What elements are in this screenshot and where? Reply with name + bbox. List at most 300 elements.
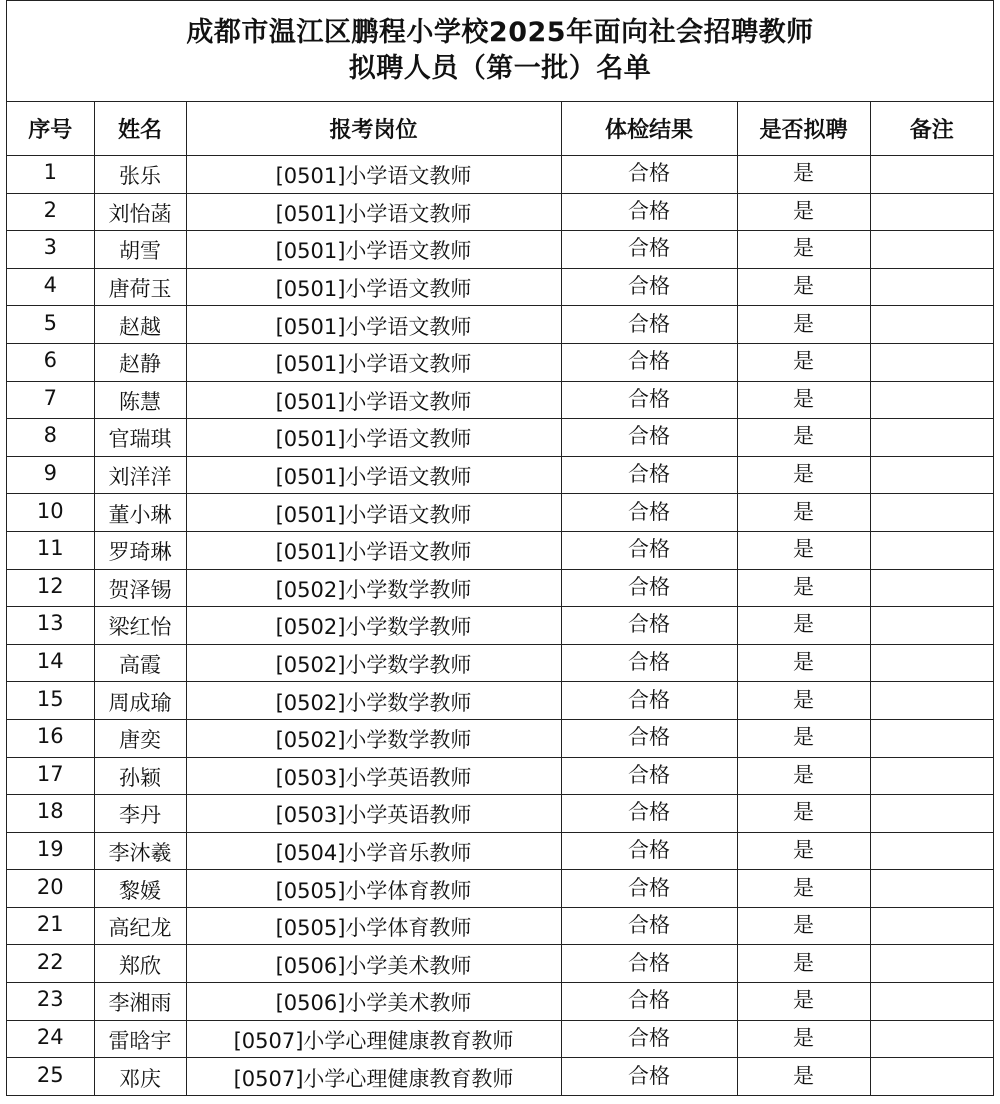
row-exam-result: 合格: [628, 161, 670, 186]
table-row: [7, 795, 993, 833]
row-position: [0505]小学体育教师: [275, 878, 472, 903]
row-name-cell: [94, 268, 186, 306]
row-exam-result: 合格: [628, 198, 670, 223]
row-number: 7: [43, 385, 57, 410]
row-position-cell: [186, 343, 561, 381]
row-number: 4: [43, 273, 57, 298]
row-position: [0507]小学心理健康教育教师: [233, 1028, 514, 1053]
row-hire-status-cell: [737, 907, 870, 945]
row-number-cell: [7, 870, 94, 908]
row-hire-status: 是: [793, 913, 814, 938]
row-hire-status: 是: [793, 499, 814, 524]
row-position: [0501]小学语文教师: [275, 465, 472, 490]
table-row: [7, 1020, 993, 1058]
row-note-cell: [870, 456, 993, 494]
row-position-cell: [186, 231, 561, 269]
header-position: 报考岗位: [186, 102, 561, 156]
table-row: [7, 607, 993, 645]
row-hire-status-cell: [737, 870, 870, 908]
row-name-cell: [94, 719, 186, 757]
header-exam-result: 体检结果: [561, 102, 737, 156]
row-name: 李丹: [119, 803, 161, 828]
header-note: 备注: [870, 102, 993, 156]
row-exam-result: 合格: [628, 988, 670, 1013]
row-exam-result: 合格: [628, 650, 670, 675]
row-position-cell: [186, 381, 561, 419]
row-exam-result: 合格: [628, 386, 670, 411]
row-name: 官瑞琪: [108, 427, 172, 452]
row-hire-status: 是: [793, 462, 814, 487]
row-position-cell: [186, 795, 561, 833]
table-row: [7, 381, 993, 419]
row-hire-status: 是: [793, 574, 814, 599]
table-row: [7, 231, 993, 269]
row-hire-status-cell: [737, 569, 870, 607]
hire-list-table: [7, 102, 993, 1096]
row-hire-status-cell: [737, 494, 870, 532]
row-name: 刘洋洋: [108, 465, 172, 490]
row-name: 刘怡菡: [108, 201, 172, 226]
row-position: [0501]小学语文教师: [275, 540, 472, 565]
row-number: 24: [36, 1024, 64, 1049]
row-exam-result: 合格: [628, 875, 670, 900]
row-exam-result-cell: [561, 907, 737, 945]
row-number-cell: [7, 945, 94, 983]
row-exam-result-cell: [561, 644, 737, 682]
row-name-cell: [94, 1058, 186, 1096]
title-line-2: 拟聘人员（第一批）名单: [348, 53, 652, 84]
row-exam-result: 合格: [628, 800, 670, 825]
row-name-cell: [94, 607, 186, 645]
row-hire-status-cell: [737, 231, 870, 269]
row-exam-result-cell: [561, 832, 737, 870]
row-note-cell: [870, 795, 993, 833]
row-note-cell: [870, 907, 993, 945]
row-exam-result: 合格: [628, 950, 670, 975]
row-exam-result: 合格: [628, 236, 670, 261]
row-position: [0506]小学美术教师: [275, 991, 472, 1016]
row-hire-status: 是: [793, 875, 814, 900]
row-number: 14: [36, 649, 64, 674]
row-number-cell: [7, 644, 94, 682]
row-number: 19: [36, 836, 64, 861]
row-name-cell: [94, 531, 186, 569]
table-row: [7, 343, 993, 381]
row-position: [0501]小学语文教师: [275, 389, 472, 414]
row-hire-status: 是: [793, 386, 814, 411]
row-exam-result-cell: [561, 494, 737, 532]
row-position-cell: [186, 644, 561, 682]
row-number: 22: [36, 949, 64, 974]
row-position-cell: [186, 268, 561, 306]
row-exam-result-cell: [561, 343, 737, 381]
row-exam-result-cell: [561, 268, 737, 306]
table-row: [7, 306, 993, 344]
row-name: 胡雪: [119, 239, 161, 264]
row-number: 23: [36, 987, 64, 1012]
row-position: [0502]小学数学教师: [275, 690, 472, 715]
row-name-cell: [94, 419, 186, 457]
row-number: 20: [36, 874, 64, 899]
row-note-cell: [870, 268, 993, 306]
row-note-cell: [870, 1020, 993, 1058]
row-number: 9: [43, 461, 57, 486]
row-position-cell: [186, 607, 561, 645]
header-hire-status: 是否拟聘: [737, 102, 870, 156]
row-exam-result: 合格: [628, 537, 670, 562]
row-number-cell: [7, 494, 94, 532]
row-exam-result-cell: [561, 193, 737, 231]
row-note-cell: [870, 1058, 993, 1096]
row-hire-status: 是: [793, 349, 814, 374]
row-exam-result: 合格: [628, 725, 670, 750]
row-exam-result-cell: [561, 1058, 737, 1096]
row-name: 唐奕: [119, 728, 161, 753]
row-position-cell: [186, 193, 561, 231]
row-exam-result-cell: [561, 306, 737, 344]
row-exam-result-cell: [561, 531, 737, 569]
row-position-cell: [186, 494, 561, 532]
row-exam-result-cell: [561, 456, 737, 494]
row-name-cell: [94, 381, 186, 419]
row-number: 17: [36, 761, 64, 786]
row-hire-status: 是: [793, 198, 814, 223]
row-exam-result-cell: [561, 381, 737, 419]
row-hire-status: 是: [793, 236, 814, 261]
row-exam-result-cell: [561, 870, 737, 908]
table-row: [7, 719, 993, 757]
row-hire-status-cell: [737, 306, 870, 344]
row-hire-status-cell: [737, 682, 870, 720]
row-number-cell: [7, 419, 94, 457]
table-row: [7, 644, 993, 682]
row-hire-status: 是: [793, 988, 814, 1013]
row-exam-result-cell: [561, 1020, 737, 1058]
row-name-cell: [94, 682, 186, 720]
row-exam-result: 合格: [628, 499, 670, 524]
row-name: 孙颖: [119, 765, 161, 790]
row-position-cell: [186, 983, 561, 1021]
row-name-cell: [94, 494, 186, 532]
row-name-cell: [94, 907, 186, 945]
row-number-cell: [7, 832, 94, 870]
row-note-cell: [870, 231, 993, 269]
row-hire-status: 是: [793, 650, 814, 675]
row-name: 周成瑜: [108, 690, 172, 715]
row-name-cell: [94, 456, 186, 494]
row-name: 李沐羲: [108, 840, 172, 865]
row-number: 13: [36, 611, 64, 636]
row-hire-status: 是: [793, 424, 814, 449]
table-row: [7, 682, 993, 720]
row-note-cell: [870, 757, 993, 795]
row-number-cell: [7, 193, 94, 231]
row-number: 3: [43, 235, 57, 260]
row-hire-status-cell: [737, 607, 870, 645]
row-number: 1: [43, 160, 57, 185]
table-header-row: [7, 102, 993, 156]
row-position-cell: [186, 907, 561, 945]
row-name: 赵静: [119, 352, 161, 377]
row-exam-result: 合格: [628, 349, 670, 374]
row-number-cell: [7, 569, 94, 607]
table-row: [7, 419, 993, 457]
row-hire-status: 是: [793, 537, 814, 562]
row-exam-result-cell: [561, 569, 737, 607]
row-name: 罗琦琳: [108, 540, 172, 565]
row-hire-status-cell: [737, 757, 870, 795]
row-position-cell: [186, 1058, 561, 1096]
row-hire-status-cell: [737, 832, 870, 870]
row-number: 8: [43, 423, 57, 448]
table-row: [7, 907, 993, 945]
row-position: [0502]小学数学教师: [275, 653, 472, 678]
row-hire-status: 是: [793, 687, 814, 712]
row-name: 邓庆: [119, 1066, 161, 1091]
table-row: [7, 569, 993, 607]
row-name: 雷晗宇: [108, 1028, 172, 1053]
row-exam-result-cell: [561, 607, 737, 645]
row-number-cell: [7, 1020, 94, 1058]
row-hire-status-cell: [737, 456, 870, 494]
row-note-cell: [870, 531, 993, 569]
row-hire-status: 是: [793, 311, 814, 336]
row-exam-result-cell: [561, 795, 737, 833]
row-hire-status: 是: [793, 274, 814, 299]
row-exam-result-cell: [561, 682, 737, 720]
row-name-cell: [94, 983, 186, 1021]
row-note-cell: [870, 945, 993, 983]
row-hire-status: 是: [793, 612, 814, 637]
document-sheet: [6, 0, 994, 1096]
row-name: 贺泽锡: [108, 577, 172, 602]
table-body: [7, 156, 993, 1096]
row-hire-status: 是: [793, 762, 814, 787]
row-position: [0502]小学数学教师: [275, 577, 472, 602]
row-name: 唐荷玉: [108, 277, 172, 302]
row-exam-result: 合格: [628, 837, 670, 862]
row-exam-result: 合格: [628, 1063, 670, 1088]
row-name-cell: [94, 832, 186, 870]
row-hire-status-cell: [737, 381, 870, 419]
row-number-cell: [7, 156, 94, 194]
table-row: [7, 193, 993, 231]
row-name: 赵越: [119, 314, 161, 339]
row-position: [0502]小学数学教师: [275, 728, 472, 753]
row-number: 25: [36, 1062, 64, 1087]
row-number: 10: [36, 498, 64, 523]
row-position-cell: [186, 682, 561, 720]
row-position-cell: [186, 832, 561, 870]
row-position-cell: [186, 456, 561, 494]
row-note-cell: [870, 719, 993, 757]
row-position: [0501]小学语文教师: [275, 502, 472, 527]
row-hire-status: 是: [793, 725, 814, 750]
row-hire-status: 是: [793, 837, 814, 862]
row-exam-result: 合格: [628, 762, 670, 787]
row-exam-result: 合格: [628, 574, 670, 599]
row-number: 6: [43, 348, 57, 373]
row-position-cell: [186, 945, 561, 983]
row-number: 5: [43, 310, 57, 335]
row-number-cell: [7, 907, 94, 945]
table-row: [7, 757, 993, 795]
row-name: 黎媛: [119, 878, 161, 903]
row-hire-status: 是: [793, 950, 814, 975]
row-position: [0503]小学英语教师: [275, 765, 472, 790]
row-position: [0506]小学美术教师: [275, 953, 472, 978]
row-position-cell: [186, 757, 561, 795]
row-position: [0501]小学语文教师: [275, 239, 472, 264]
row-name-cell: [94, 1020, 186, 1058]
row-exam-result-cell: [561, 945, 737, 983]
row-hire-status-cell: [737, 419, 870, 457]
row-name-cell: [94, 757, 186, 795]
row-hire-status-cell: [737, 719, 870, 757]
row-number-cell: [7, 795, 94, 833]
row-name: 高纪龙: [108, 916, 172, 941]
row-note-cell: [870, 494, 993, 532]
row-exam-result: 合格: [628, 913, 670, 938]
row-position: [0503]小学英语教师: [275, 803, 472, 828]
row-name-cell: [94, 343, 186, 381]
row-number: 18: [36, 799, 64, 824]
row-hire-status: 是: [793, 800, 814, 825]
table-row: [7, 456, 993, 494]
row-hire-status-cell: [737, 193, 870, 231]
row-note-cell: [870, 381, 993, 419]
row-note-cell: [870, 343, 993, 381]
row-hire-status: 是: [793, 161, 814, 186]
row-position: [0502]小学数学教师: [275, 615, 472, 640]
table-row: [7, 156, 993, 194]
row-exam-result: 合格: [628, 687, 670, 712]
row-position: [0505]小学体育教师: [275, 916, 472, 941]
row-note-cell: [870, 607, 993, 645]
row-position: [0501]小学语文教师: [275, 201, 472, 226]
row-name-cell: [94, 945, 186, 983]
row-exam-result: 合格: [628, 612, 670, 637]
row-position: [0501]小学语文教师: [275, 352, 472, 377]
table-row: [7, 494, 993, 532]
row-position-cell: [186, 1020, 561, 1058]
row-number-cell: [7, 306, 94, 344]
row-number-cell: [7, 381, 94, 419]
row-exam-result-cell: [561, 757, 737, 795]
row-number-cell: [7, 757, 94, 795]
row-hire-status-cell: [737, 531, 870, 569]
row-hire-status-cell: [737, 156, 870, 194]
row-note-cell: [870, 682, 993, 720]
row-exam-result-cell: [561, 156, 737, 194]
row-name-cell: [94, 569, 186, 607]
header-name: 姓名: [94, 102, 186, 156]
row-number: 21: [36, 912, 64, 937]
row-position: [0501]小学语文教师: [275, 277, 472, 302]
row-position: [0501]小学语文教师: [275, 427, 472, 452]
row-exam-result-cell: [561, 231, 737, 269]
row-exam-result: 合格: [628, 462, 670, 487]
row-number-cell: [7, 682, 94, 720]
row-number-cell: [7, 531, 94, 569]
row-note-cell: [870, 832, 993, 870]
table-row: [7, 268, 993, 306]
row-position-cell: [186, 569, 561, 607]
row-number: 12: [36, 573, 64, 598]
table-row: [7, 870, 993, 908]
row-hire-status-cell: [737, 795, 870, 833]
row-note-cell: [870, 983, 993, 1021]
row-number-cell: [7, 268, 94, 306]
title-line-1: 成都市温江区鹏程小学校2025年面向社会招聘教师: [186, 17, 814, 48]
row-hire-status: 是: [793, 1063, 814, 1088]
row-position-cell: [186, 306, 561, 344]
table-row: [7, 983, 993, 1021]
row-name: 高霞: [119, 653, 161, 678]
row-note-cell: [870, 569, 993, 607]
row-note-cell: [870, 870, 993, 908]
row-number: 11: [36, 536, 64, 561]
row-number-cell: [7, 456, 94, 494]
row-number-cell: [7, 983, 94, 1021]
row-position-cell: [186, 719, 561, 757]
row-number-cell: [7, 231, 94, 269]
row-hire-status-cell: [737, 644, 870, 682]
row-hire-status-cell: [737, 983, 870, 1021]
table-row: [7, 945, 993, 983]
table-row: [7, 832, 993, 870]
row-position-cell: [186, 531, 561, 569]
row-hire-status-cell: [737, 1020, 870, 1058]
row-hire-status: 是: [793, 1025, 814, 1050]
row-number-cell: [7, 343, 94, 381]
row-name-cell: [94, 644, 186, 682]
row-position: [0501]小学语文教师: [275, 314, 472, 339]
row-name: 陈慧: [119, 389, 161, 414]
row-name: 董小琳: [108, 502, 172, 527]
row-name: 梁红怡: [108, 615, 172, 640]
row-number: 2: [43, 197, 57, 222]
row-number: 16: [36, 724, 64, 749]
row-name-cell: [94, 193, 186, 231]
row-exam-result-cell: [561, 719, 737, 757]
document-title: [7, 1, 993, 102]
table-row: [7, 531, 993, 569]
row-name: 张乐: [119, 164, 161, 189]
row-position-cell: [186, 156, 561, 194]
row-note-cell: [870, 644, 993, 682]
row-hire-status-cell: [737, 343, 870, 381]
row-exam-result-cell: [561, 419, 737, 457]
row-name-cell: [94, 795, 186, 833]
row-name: 李湘雨: [108, 991, 172, 1016]
table-row: [7, 1058, 993, 1096]
row-exam-result-cell: [561, 983, 737, 1021]
row-note-cell: [870, 156, 993, 194]
row-exam-result: 合格: [628, 1025, 670, 1050]
row-name-cell: [94, 156, 186, 194]
row-name-cell: [94, 306, 186, 344]
row-number-cell: [7, 607, 94, 645]
row-name: 郑欣: [119, 953, 161, 978]
row-hire-status-cell: [737, 268, 870, 306]
row-name-cell: [94, 231, 186, 269]
row-position: [0501]小学语文教师: [275, 164, 472, 189]
header-no: 序号: [7, 102, 94, 156]
row-position-cell: [186, 870, 561, 908]
row-number: 15: [36, 686, 64, 711]
row-exam-result: 合格: [628, 424, 670, 449]
